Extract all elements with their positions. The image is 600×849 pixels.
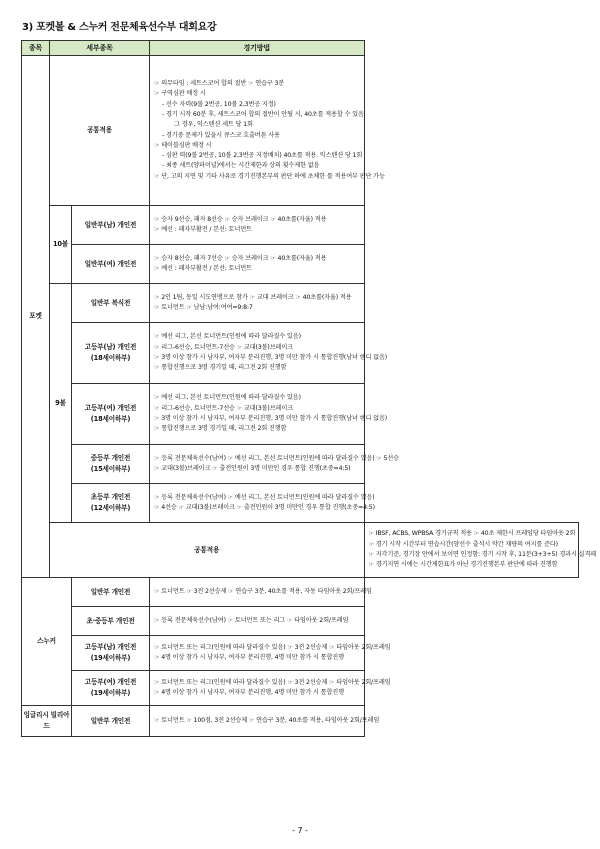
snooker-label: 스누커 — [22, 578, 72, 706]
table-row — [22, 284, 579, 323]
row-body: ☞ 승자 9선승, 패자 8선승 ☞ 승자 브레이크 ☞ 40초룰(자율) 적용 ☞ 예선 : 패자부활전 / 본선: 토너먼트 — [150, 206, 364, 245]
row-body: ☞ 토너먼트 ☞ 3전 2선승제 ☞ 연습구 3분, 40초를 적용, 자동 타임아웃 2회/프레임 — [150, 578, 364, 607]
row-body: ☞ 등록 전문체육선수(남여) ☞ 예선 리그, 본선 토너먼트(인원에 따라 달라질수 있음) ☞ 4선승 ☞ 교대(3볼)브레이크 ☞ 출전인원이 3명 미만인 경우 통합 진행(초중=4:5) — [150, 484, 364, 523]
row-name: 일반부(남) 개인전 — [72, 206, 150, 245]
row-name: 고등부(남) 개인전 (19세이하부) — [72, 636, 150, 671]
row-body: ☞ 예선 리그, 본선 토너먼트(인원에 따라 달라질수 있음) ☞ 리그-6선승, 토너먼트-7선승 ☞ 교대(3볼)브레이크 ☞ 3명 이상 참가 시 남자부, 여자부 분리진행, 3명 미만 참가 시 통합진행(남녀 핸디 없음) ☞ 통합진행으로 3명 경기일 때, 리그전 2회 진행함 — [150, 384, 364, 445]
row-body: ☞ 토너먼트 또는 리그(인원에 따라 달라질수 있음) ☞ 3전 2선승제 ☞ 타임아웃 2회/프레임 ☞ 4명 이상 참가 시 남자부, 여자부 분리진행, 4명 미만 참가 시 통합진행 — [150, 636, 364, 671]
header-detail: 세부종목 — [50, 41, 150, 56]
table-row — [22, 323, 579, 384]
page-title: 3) 포켓볼 & 스누커 전문체육선수부 대회요강 — [22, 22, 217, 33]
row-name: 고등부(여) 개인전 (18세이하부) — [72, 384, 150, 445]
row-body: ☞ 토너먼트 또는 리그(인원에 따라 달라질수 있음) ☞ 3전 2선승제 ☞ 타임아웃 2회/프레임 ☞ 4명 이상 참가 시 남자부, 여자부 분리진행, 4명 미만 참가 시 통합진행 — [150, 671, 364, 706]
table-row — [22, 636, 579, 671]
row-name: 일반부(여) 개인전 — [72, 245, 150, 284]
table-row — [22, 206, 579, 245]
row-name: 일반부 개인전 — [72, 706, 150, 737]
english-label: 잉글리시 빌리아드 — [22, 706, 72, 737]
row-name: 초·중등부 개인전 — [72, 607, 150, 636]
nineball-label: 9볼 — [50, 284, 72, 523]
row-body: ☞ 토너먼트 ☞ 100점, 3전 2선승제 ☞ 연습구 3분, 40초를 적용, 타임아웃 2회/프레임 — [150, 706, 364, 737]
tenball-label: 10볼 — [50, 206, 72, 284]
row-name: 일반부 복식전 — [72, 284, 150, 323]
row-name: 중등부 개인전 (15세이하부) — [72, 445, 150, 484]
table-row — [22, 384, 579, 445]
table-row — [22, 578, 579, 607]
common2-body: ☞ IBSF, ACBS, WPBSA 경기규칙 적용 ☞ 40초 제한시 프레임당 타임아웃 2회 ☞ 경기 시작 시간부터 연습시간(양선수 출석시 약간 재량의 여지를 준다) ☞ 지각기준, 경기장 안에서 보이면 인정함: 경기 시작 후, 11분(3+3+5) 경과시 실격패 ☞ 경기지연 시에는 시간제한표가 아닌 경기진행본부 판단에 따라 진행함 — [364, 523, 579, 578]
table-row — [22, 445, 579, 484]
table-row — [22, 245, 579, 284]
row-body: ☞ 승자 8선승, 패자 7선승 ☞ 승자 브레이크 ☞ 40초룰(자율) 적용 ☞ 예선 : 패자부활전 / 본선: 토너먼트 — [150, 245, 364, 284]
table-row — [22, 706, 579, 737]
header-method: 경기방법 — [150, 41, 364, 56]
row-name: 고등부(남) 개인전 (18세이하부) — [72, 323, 150, 384]
row-body: ☞ 등록 전문체육선수(남여) ☞ 예선 리그, 본선 토너먼트(인원에 따라 달라질수 있음) ☞ 5선승 ☞ 교대(3볼)브레이크 ☞ 출전인원이 3명 미만인 경우 통합 진행(초중=4:5) — [150, 445, 364, 484]
pocket-common-row — [22, 56, 579, 206]
header-row — [22, 41, 579, 56]
header-event: 종목 — [22, 41, 50, 56]
row-name: 초등부 개인전 (12세이하부) — [72, 484, 150, 523]
common2-label: 공통적용 — [50, 523, 365, 578]
row-name: 고등부(여) 개인전 (19세이하부) — [72, 671, 150, 706]
table-row — [22, 671, 579, 706]
table-row — [22, 484, 579, 523]
pocket-common-label: 공통적용 — [50, 56, 150, 206]
row-body: ☞ 예선 리그, 본선 토너먼트(인원에 따라 달라질수 있음) ☞ 리그-6선승, 토너먼트-7선승 ☞ 교대(3볼)브레이크 ☞ 3명 이상 참가 시 남자부, 여자부 분리진행, 3명 미만 참가 시 통합진행(남녀 핸디 없음) ☞ 통합진행으로 3명 경기일 때, 리그전 2회 진행함 — [150, 323, 364, 384]
rules-table — [21, 40, 597, 737]
common2-row — [22, 523, 579, 578]
row-body: ☞ 등록 전문체육선수(남여) ☞ 토너먼트 또는 리그 ☞ 타임아웃 2회/프레임 — [150, 607, 364, 636]
pocket-label: 포켓 — [22, 56, 50, 578]
pocket-common-body: ☞ 의무타임 : 세트스코어 합의 절반 ☞ 연습구 3분 ☞ 구역심판 배정 시 - 선수 자력(9볼 2번공, 10볼 2,3번공 지정) - 경기 시작 60분 후, 세트스코어 합의 절반이 안될 시, 40초를 적용할 수 있음. 그 경우, 익스텐션 세트 당 1회 - 경기중 문제가 있을시 큐스코 호출버튼 사용 ☞ 테이블심판 배정 시 - 심판 력(9볼 2번공, 10볼 2,3번공 지정배치) 40초를 적용. 익스텐션 당 1회 - 최종 세트(양파이널)에서는 시간제한과 상의 횟수제한 없음 ☞ 단, 고의 지연 및 기타 사유로 경기진행본부의 판단 하에 초체한 룰 적용여부 판단 가능 — [150, 56, 364, 206]
page-number: - 7 - — [292, 826, 308, 835]
row-body: ☞ 2인 1팀, 동일 시도연맹으로 참가 ☞ 교대 브레이크 ☞ 40초룰(자율) 적용 ☞ 토너먼트 ☞ 남남:남여:여여=9:8:7 — [150, 284, 364, 323]
row-name: 일반부 개인전 — [72, 578, 150, 607]
table-row — [22, 607, 579, 636]
